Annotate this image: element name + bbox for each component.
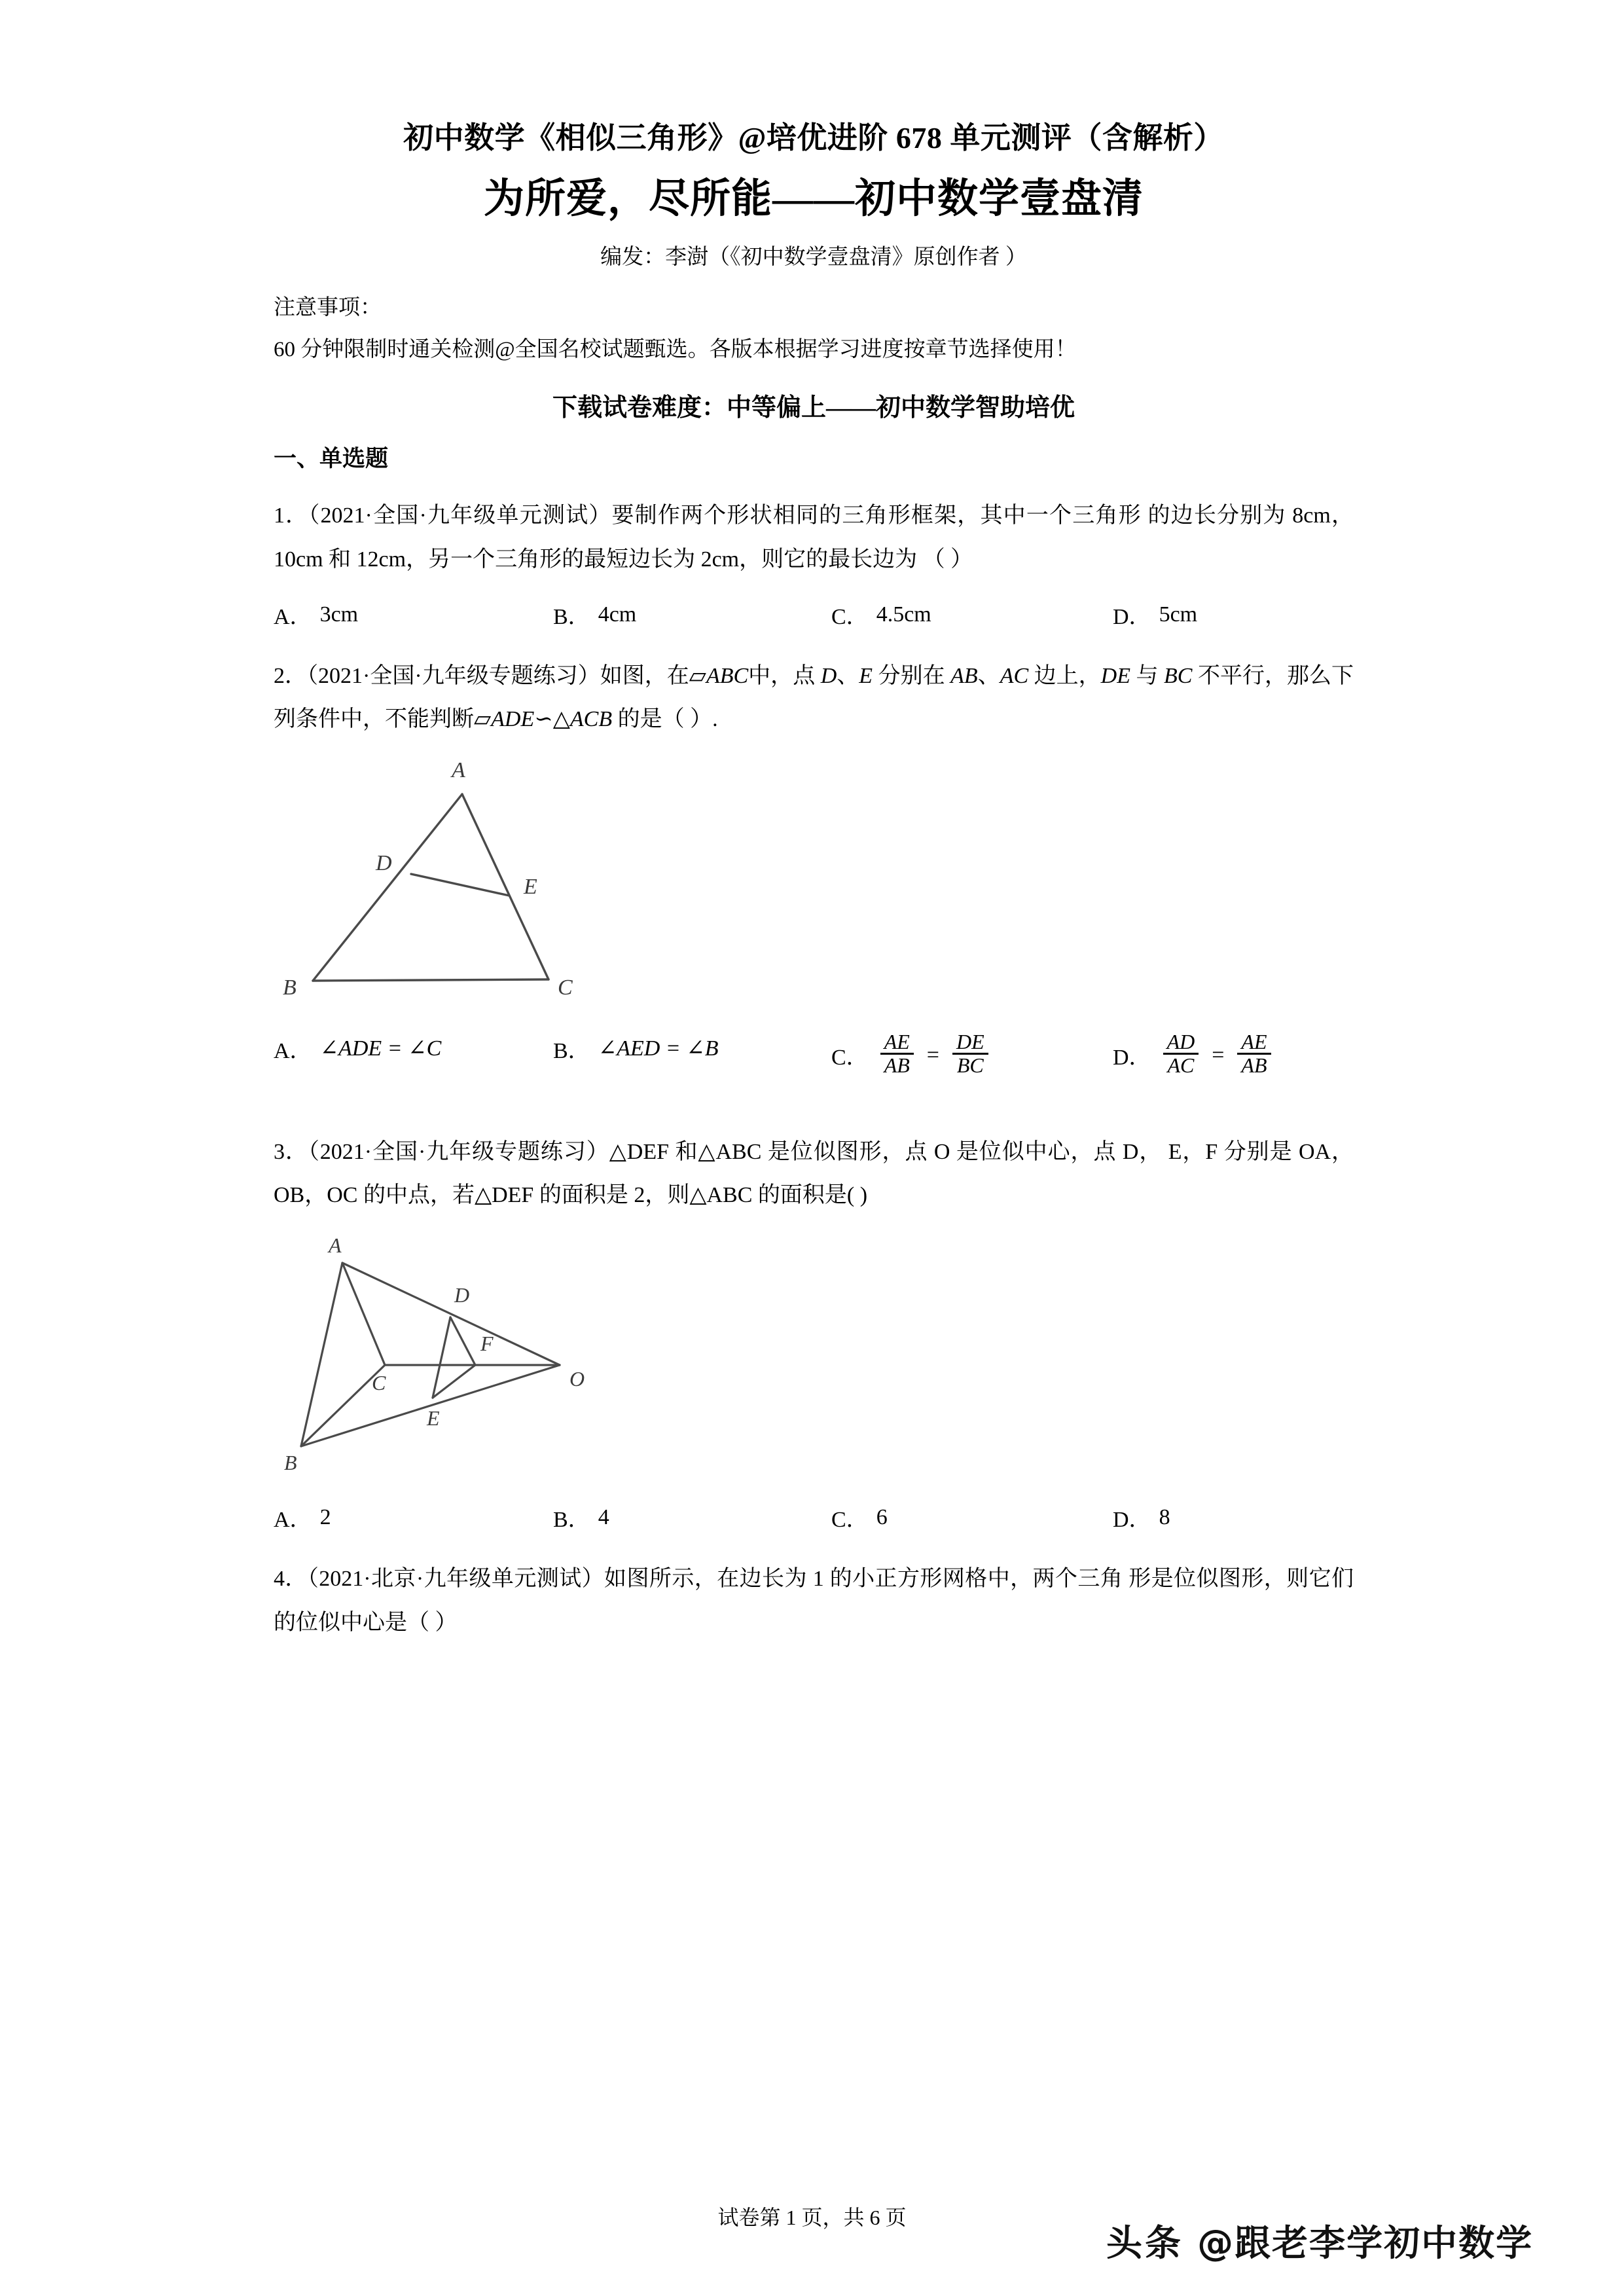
notice-body: 60 分钟限制时通关检测@全国名校试题甄选。各版本根据学习进度按章节选择使用！ <box>274 337 1077 361</box>
homothetic-triangles-diagram <box>274 1229 679 1484</box>
question-2-triangle-abc: ABC <box>706 664 749 689</box>
sep: 、 <box>837 664 859 689</box>
label-E: E <box>524 874 537 899</box>
sep2: 、 <box>977 664 1000 689</box>
question-4 <box>274 1558 1354 1645</box>
figure-question-2 <box>274 754 1354 1015</box>
fraction-right <box>952 1031 988 1077</box>
question-1-option-b[interactable] <box>553 598 636 630</box>
page-footer: 试卷第 1 页，共 6 页 <box>717 2206 907 2229</box>
question-2-line2-d: 不平行，那么下列条件中，不能判断 <box>274 664 1354 732</box>
question-3 <box>274 1131 1354 1539</box>
segment-AB <box>301 1263 342 1446</box>
question-3-line2: E，F 分别是 OA，OB，OC 的中点，若△DEF 的面积是 2，则△ABC 的面积是( ) <box>274 1139 1354 1207</box>
question-1-line3: （ ） <box>922 547 973 572</box>
option-letter: D． <box>1113 605 1151 630</box>
question-3-source: （2021·全国·九年级专题练习） <box>308 1139 609 1164</box>
question-3-options <box>274 1501 1354 1538</box>
segment-ac: AC <box>1000 664 1029 689</box>
question-2-line1-a: 如图，在 <box>600 664 689 689</box>
option-value: 3cm <box>319 602 359 627</box>
question-1-options <box>274 598 1354 635</box>
label-F: F <box>480 1332 494 1356</box>
difficulty-line: 下载试卷难度：中等偏上——初中数学智助培优 <box>552 394 1075 422</box>
question-2-option-b[interactable] <box>553 1032 718 1065</box>
question-4-line1: 如图所示，在边长为 1 的小正方形网格中，两个三角 <box>604 1567 1123 1592</box>
numerator: AD <box>1163 1031 1199 1055</box>
option-value: 4.5cm <box>876 602 931 627</box>
notice-label: 注意事项： <box>274 296 382 320</box>
triangle-ade-diagram <box>274 754 640 1015</box>
question-2-line2-tail: 的是（ ）. <box>612 707 718 732</box>
ray-AO <box>342 1263 560 1365</box>
fraction-left <box>880 1031 914 1077</box>
label-C: C <box>558 975 573 1000</box>
label-B: B <box>283 975 297 1000</box>
option-letter: C． <box>831 605 869 630</box>
option-letter: A． <box>274 1038 312 1063</box>
segment-AB <box>313 794 462 981</box>
option-letter: C． <box>831 1046 869 1070</box>
ray-BO <box>301 1365 560 1446</box>
question-2-line1-c: 中，点 <box>748 664 821 689</box>
option-letter: B． <box>553 1508 590 1533</box>
segment-DE <box>411 874 509 896</box>
question-2-stem: 2．（2021·全国·九年级专题练习）如图，在▱ABC中，点 D、E 分别在 AB、AC 边上，DE 与 BC 不平行，那么下列条件中，不能判断▱ADE∽△ACB 的是（ ）. <box>274 664 1354 732</box>
label-E: E <box>427 1406 440 1430</box>
triangle-ade: ADE <box>491 707 535 732</box>
document-subtitle: 为所爱，尽所能——初中数学壹盘清 <box>483 176 1144 221</box>
denominator: AB <box>1241 1053 1267 1078</box>
similar-symbol: ∽ <box>534 707 553 732</box>
question-2-options <box>274 1029 1354 1111</box>
question-1-line2: 的边长分别为 8cm，10cm 和 12cm，另一个三角形的最短边长为 2cm，则它的最长边为 <box>274 503 1354 572</box>
option-letter: B． <box>553 605 590 630</box>
question-4-source: （2021·北京·九年级单元测试） <box>307 1567 605 1592</box>
conn2: 与 <box>1130 664 1164 689</box>
option-value: 2 <box>319 1504 331 1529</box>
numerator: AE <box>880 1031 914 1055</box>
document-byline: 编发：李澍（《初中数学壹盘清》原创作者 ） <box>600 246 1027 270</box>
question-2-source: （2021·全国·九年级专题练习） <box>307 664 600 689</box>
question-1-option-a[interactable] <box>274 598 358 630</box>
question-2-option-d[interactable] <box>1113 1029 1275 1078</box>
question-3-stem: 3．（2021·全国·九年级专题练习）△DEF 和△ABC 是位似图形，点 O 是位似中心，点 D， E，F 分别是 OA，OB，OC 的中点，若△DEF 的面积是 2，则△ABC 的面积是( ) <box>274 1139 1354 1207</box>
fraction-left <box>1163 1031 1199 1077</box>
option-letter: A． <box>274 605 312 630</box>
segment-BC <box>313 979 549 981</box>
option-value: ∠AED = ∠B <box>598 1036 719 1061</box>
section-heading-single-choice: 一、单选题 <box>274 446 389 472</box>
option-value: 4cm <box>598 602 637 627</box>
question-4-stem: 4．（2021·北京·九年级单元测试）如图所示，在边长为 1 的小正方形网格中，两个三角 形是位似图形，则它们的位似中心是（ ） <box>274 1567 1354 1635</box>
option-value: 5cm <box>1159 602 1198 627</box>
question-4-line2: 形是位似图形，则它们的位似中心是（ ） <box>274 1567 1354 1635</box>
fraction-right <box>1237 1031 1271 1077</box>
equals-sign: = <box>1212 1042 1225 1067</box>
option-letter: A． <box>274 1508 312 1533</box>
point-d: D <box>820 664 837 689</box>
watermark-brand: 头条 <box>1106 2222 1184 2264</box>
watermark-handle: @跟老李学初中数学 <box>1197 2222 1534 2264</box>
option-value: 4 <box>598 1504 609 1529</box>
denominator: AC <box>1167 1053 1195 1078</box>
option-value: 6 <box>876 1504 888 1529</box>
label-D: D <box>376 850 392 875</box>
segment-CA <box>342 1263 385 1365</box>
label-A: A <box>329 1233 342 1258</box>
tail: 边上， <box>1028 664 1101 689</box>
option-value: ∠ADE = ∠C <box>319 1036 442 1061</box>
numerator: AE <box>1237 1031 1271 1055</box>
content-column <box>274 0 1354 1645</box>
question-1 <box>274 494 1354 635</box>
label-A: A <box>452 757 465 782</box>
question-3-option-c[interactable] <box>831 1501 888 1533</box>
question-1-stem: 1．（2021·全国·九年级单元测试）要制作两个形状相同的三角形框架，其中一个三角形 的边长分别为 8cm，10cm 和 12cm，另一个三角形的最短边长为 2cm，则它的最长边为 （ ） <box>274 503 1354 572</box>
conn: 分别在 <box>873 664 951 689</box>
segment-ab: AB <box>950 664 978 689</box>
question-4-number: 4 <box>274 1567 285 1592</box>
option-letter: D． <box>1113 1046 1151 1070</box>
question-2-option-c[interactable] <box>831 1029 992 1078</box>
question-2 <box>274 655 1354 1111</box>
question-2-option-a[interactable] <box>274 1032 441 1065</box>
question-2-number: 2 <box>274 664 285 689</box>
question-3-option-a[interactable] <box>274 1501 331 1533</box>
question-1-option-d[interactable] <box>1113 598 1197 630</box>
numerator: DE <box>952 1031 988 1055</box>
question-3-option-b[interactable] <box>553 1501 609 1533</box>
label-O: O <box>569 1367 585 1391</box>
question-1-option-c[interactable] <box>831 598 931 630</box>
option-letter: C． <box>831 1508 869 1533</box>
triangle-acb: △ACB <box>552 707 613 732</box>
point-e: E <box>859 664 873 689</box>
label-B: B <box>284 1451 297 1475</box>
equals-sign: = <box>926 1042 939 1067</box>
question-3-line1: △DEF 和△ABC 是位似图形，点 O 是位似中心，点 D， <box>609 1139 1163 1164</box>
option-letter: D． <box>1113 1508 1151 1533</box>
segment-bc: BC <box>1164 664 1193 689</box>
option-letter: B． <box>553 1038 590 1063</box>
segment-de: DE <box>1100 664 1130 689</box>
label-C: C <box>372 1371 386 1395</box>
question-1-line1: 要制作两个形状相同的三角形框架，其中一个三角形 <box>611 503 1142 528</box>
question-3-option-d[interactable] <box>1113 1501 1170 1533</box>
denominator: AB <box>884 1053 910 1078</box>
watermark-logo <box>1106 2214 1533 2266</box>
option-value: 8 <box>1159 1504 1170 1529</box>
question-1-source: （2021·全国·九年级单元测试） <box>308 503 612 528</box>
label-D: D <box>454 1283 470 1307</box>
question-1-number: 1 <box>274 503 285 528</box>
figure-question-3 <box>274 1229 1354 1484</box>
document-title: 初中数学《相似三角形》@培优进阶 678 单元测评（含解析） <box>403 121 1224 155</box>
denominator: BC <box>956 1053 984 1078</box>
question-3-number: 3 <box>274 1139 285 1164</box>
